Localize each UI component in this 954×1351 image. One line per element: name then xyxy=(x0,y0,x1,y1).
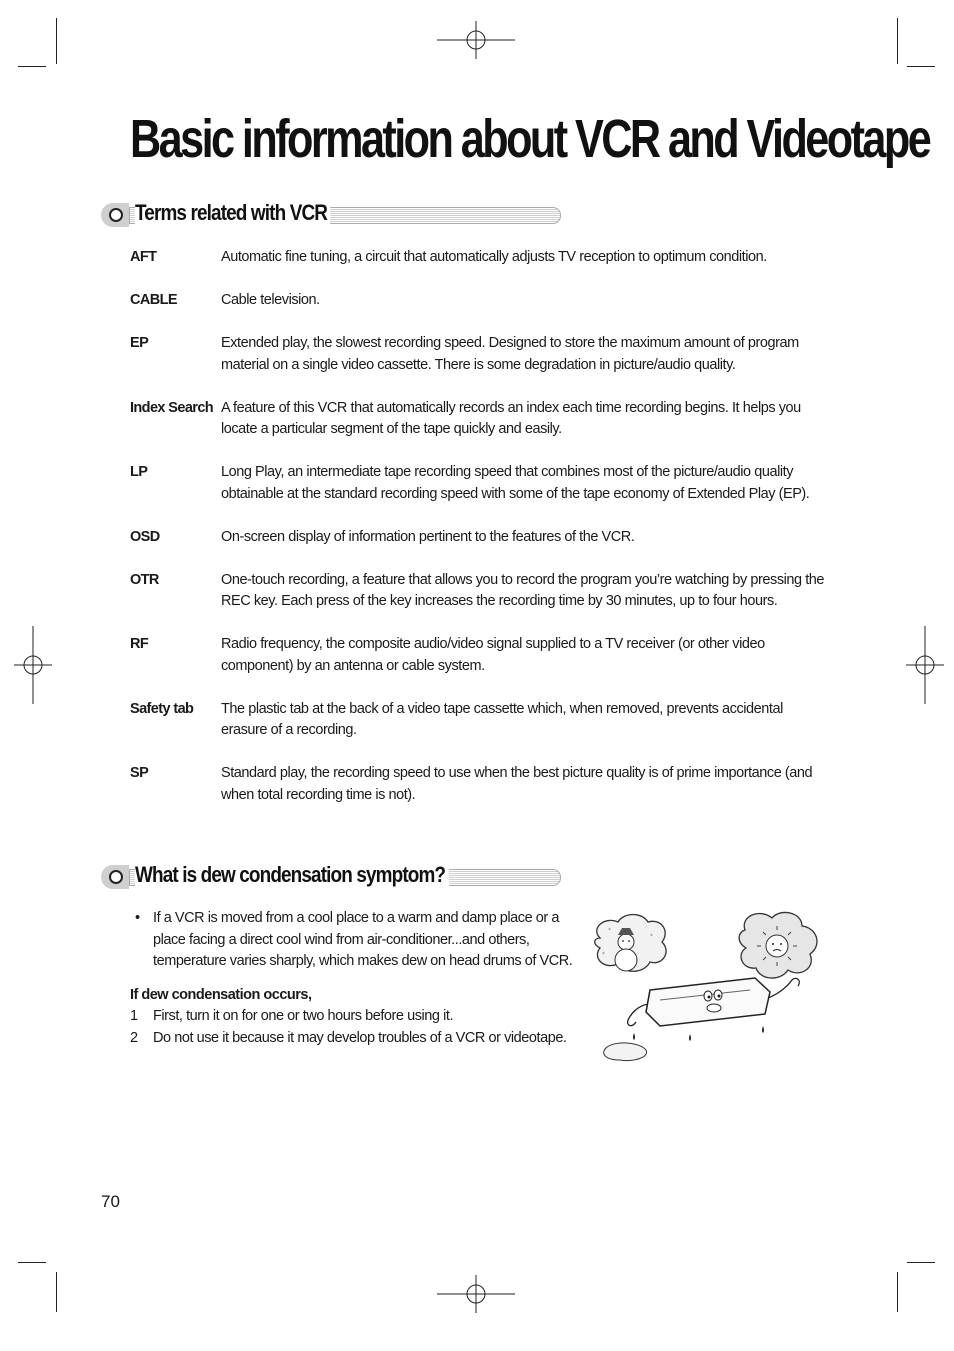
term-name: AFT xyxy=(130,249,157,265)
term-name: RF xyxy=(130,636,149,652)
crop-mark xyxy=(18,66,46,67)
dew-step xyxy=(130,1006,580,1028)
term-name: EP xyxy=(130,335,149,351)
term-name: OTR xyxy=(130,571,159,588)
term-name: CABLE xyxy=(130,292,177,308)
term-definition: One-touch recording, a feature that allows you to record the program you’re watching by pressing the REC key. Each press of the key increases the recording time by 30 minutes, up to four hours. xyxy=(221,571,825,609)
crop-mark xyxy=(18,1262,46,1263)
registration-mark-left-icon xyxy=(14,626,52,706)
term-name: OSD xyxy=(130,528,160,545)
step-number: 2 xyxy=(130,1029,138,1046)
crop-mark xyxy=(56,1272,57,1312)
term-row xyxy=(130,247,830,269)
crop-mark xyxy=(897,1272,898,1312)
term-definition: Extended play, the slowest recording speed. Designed to store the maximum amount of program material on a single video cassette. There is some degradation in picture/audio quality. xyxy=(221,335,799,373)
term-definition: Automatic fine tuning, a circuit that automatically adjusts TV reception to optimum condition. xyxy=(221,249,767,265)
section-bullet-icon xyxy=(101,203,129,227)
section-heading-terms xyxy=(101,200,561,230)
dew-subheading: If dew condensation occurs, xyxy=(130,986,312,1003)
step-text: First, turn it on for one or two hours before using it. xyxy=(153,1008,454,1024)
dew-step xyxy=(130,1028,580,1050)
term-name: Safety tab xyxy=(130,700,194,717)
term-definition: Long Play, an intermediate tape recording speed that combines most of the picture/audio quality obtainable at the standard recording speed with some of the tape economy of Extended Play (EP). xyxy=(221,464,810,502)
dew-content xyxy=(130,908,580,1049)
dew-condensation-illustration-icon xyxy=(580,908,830,1068)
section-heading-label: Terms related with VCR xyxy=(135,200,331,226)
term-definition: Cable television. xyxy=(221,292,320,308)
term-row xyxy=(130,634,830,677)
term-name: Index Search xyxy=(130,399,214,416)
bullet-dot: • xyxy=(135,910,140,926)
term-row xyxy=(130,333,830,376)
term-definition: On-screen display of information pertinent to the features of the VCR. xyxy=(221,528,635,545)
svg-text:*: * xyxy=(602,951,605,958)
registration-mark-right-icon xyxy=(906,626,944,706)
section-bullet-icon xyxy=(101,865,129,889)
registration-mark-top-icon xyxy=(437,21,517,59)
term-definition: Radio frequency, the composite audio/video signal supplied to a TV receiver (or other video component) by an antenna or cable system. xyxy=(221,636,765,674)
crop-mark xyxy=(907,66,935,67)
dew-bullet-text: If a VCR is moved from a cool place to a warm and damp place or a place facing a direct cool wind from air-conditioner...and others, temperature varies sharply, which makes dew on head drums of VCR. xyxy=(153,910,573,969)
dew-bullet-item xyxy=(130,908,580,973)
term-row xyxy=(130,527,830,549)
term-definition: A feature of this VCR that automatically records an index each time recording begins. It helps you locate a particular segment of the tape quickly and easily. xyxy=(221,399,801,437)
crop-mark xyxy=(56,18,57,64)
crop-mark xyxy=(897,18,898,64)
term-name: LP xyxy=(130,464,148,480)
crop-mark xyxy=(907,1262,935,1263)
page-title: Basic information about VCR and Videotape xyxy=(130,109,930,169)
step-text: Do not use it because it may develop troubles of a VCR or videotape. xyxy=(153,1029,567,1046)
svg-text:*: * xyxy=(650,933,653,940)
term-row xyxy=(130,699,830,742)
term-definition: The plastic tab at the back of a video tape cassette which, when removed, prevents accidental erasure of a recording. xyxy=(221,700,783,738)
term-row xyxy=(130,763,830,806)
term-row xyxy=(130,290,830,312)
section-heading-label: What is dew condensation symptom? xyxy=(135,862,449,888)
section-heading-dew xyxy=(101,862,561,892)
term-name: SP xyxy=(130,765,149,781)
term-row xyxy=(130,462,830,505)
term-row xyxy=(130,570,830,613)
term-definition: Standard play, the recording speed to use when the best picture quality is of prime importance (and when total recording time is not). xyxy=(221,765,813,803)
svg-text:*: * xyxy=(608,927,611,934)
page-number: 70 xyxy=(101,1192,120,1211)
step-number: 1 xyxy=(130,1008,138,1024)
registration-mark-bottom-icon xyxy=(437,1275,517,1313)
terms-list xyxy=(130,247,830,806)
term-row xyxy=(130,398,830,441)
